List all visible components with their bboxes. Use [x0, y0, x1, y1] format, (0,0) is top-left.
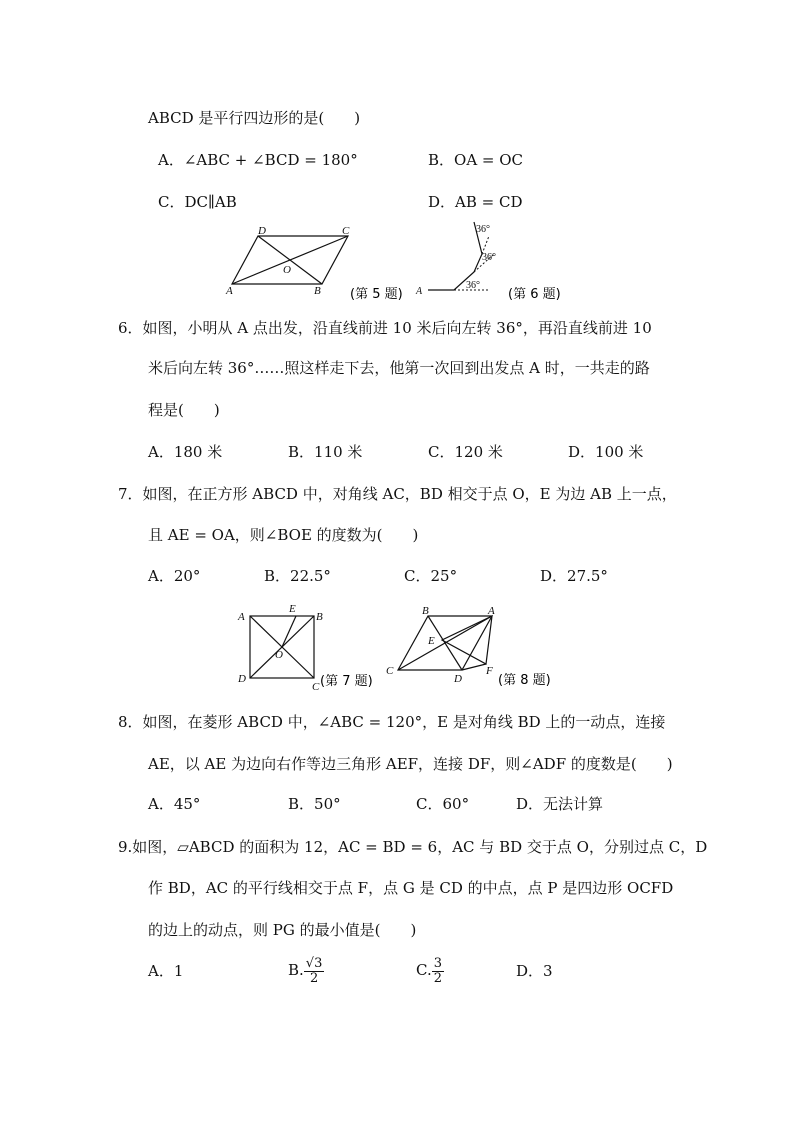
q8-figure [380, 600, 560, 692]
q5-figure [222, 222, 412, 302]
q7-label-o: O [275, 649, 283, 661]
q6-option-d: D．100 米 [568, 443, 644, 461]
q6-line-3: 程是( ) [148, 401, 220, 419]
q9-option-b-prefix: B. [288, 961, 304, 979]
q7-label-d: D [238, 673, 246, 685]
q9-option-c-denominator: 2 [433, 970, 442, 986]
q8-label-c: C [386, 665, 394, 677]
q5-option-b: B．OA = OC [428, 151, 524, 169]
q7-option-c: C．25° [404, 567, 458, 585]
q8-label-d: D [454, 673, 462, 685]
q7-segment-oe [282, 616, 296, 647]
q6-option-c: C．120 米 [428, 443, 503, 461]
q9-option-b [288, 950, 324, 990]
q9-option-c-numerator: 3 [433, 955, 442, 971]
q6-angle-2: 36° [482, 252, 496, 263]
q7-line-2: 且 AE = OA，则∠BOE 的度数为( ) [148, 526, 419, 544]
q5-fig-caption: (第 5 题) [350, 287, 403, 302]
q9-line-3: 的边上的动点，则 PG 的最小值是( ) [148, 921, 417, 939]
q5-label-d: D [258, 225, 266, 237]
q7-label-c: C [312, 681, 320, 692]
q5-label-c: C [342, 225, 350, 237]
q6-line-1: 6．如图，小明从 A 点出发，沿直线前进 10 米后向左转 36°，再沿直线前进 10 [118, 319, 652, 337]
q6-label-a: A [416, 286, 423, 297]
q9-option-c-fraction [432, 957, 444, 986]
q7-line-1: 7．如图，在正方形 ABCD 中，对角线 AC，BD 相交于点 O，E 为边 AB 上一点， [118, 485, 677, 503]
q5-stem: ABCD 是平行四边形的是( ) [148, 109, 361, 127]
q9-option-b-fraction [304, 957, 325, 986]
q8-option-b: B．50° [288, 795, 341, 813]
q9-line-1: 9.如图，▱ABCD 的面积为 12，AC = BD = 6，AC 与 BD 交于点 O，分别过点 C，D [118, 838, 708, 856]
q7-label-e: E [289, 603, 296, 615]
q8-label-a: A [488, 605, 495, 617]
q8-line-1: 8．如图，在菱形 ABCD 中，∠ABC = 120°，E 是对角线 BD 上的一动点，连接 [118, 713, 666, 731]
q9-option-b-numerator: √3 [305, 955, 323, 971]
q7-label-a: A [238, 611, 245, 623]
q8-option-c: C．60° [416, 795, 470, 813]
q8-label-e: E [428, 635, 435, 647]
q5-option-a: A．∠ABC + ∠BCD = 180° [158, 151, 358, 169]
q5-label-b: B [314, 285, 321, 297]
q8-label-b: B [422, 605, 429, 617]
q8-line-2: AE，以 AE 为边向右作等边三角形 AEF，连接 DF，则∠ADF 的度数是( ) [148, 755, 673, 773]
q9-option-c [416, 950, 444, 990]
q7-option-d: D．27.5° [540, 567, 608, 585]
q5-label-o: O [283, 264, 291, 276]
q5-label-a: A [226, 285, 233, 297]
q8-fig-caption: (第 8 题) [498, 673, 551, 688]
q5-option-c: C．DC∥AB [158, 193, 237, 211]
q7-option-b: B．22.5° [264, 567, 331, 585]
q6-angle-1: 36° [466, 280, 480, 291]
q8-diagonal-ac [398, 616, 492, 670]
q6-option-a: A．180 米 [148, 443, 223, 461]
q5-option-d: D．AB = CD [428, 193, 523, 211]
q9-option-b-denominator: 2 [309, 970, 319, 986]
q8-label-f: F [486, 665, 493, 677]
q6-line-2: 米后向左转 36°……照这样走下去，他第一次回到出发点 A 时，一共走的路 [148, 359, 650, 377]
q8-option-a: A．45° [148, 795, 201, 813]
q5-diagonal-bd [258, 236, 322, 284]
q7-option-a: A．20° [148, 567, 201, 585]
q6-figure [412, 220, 582, 302]
q9-line-2: 作 BD，AC 的平行线相交于点 F，点 G 是 CD 的中点，点 P 是四边形 OCFD [148, 879, 674, 897]
q7-fig-caption: (第 7 题) [320, 674, 373, 689]
q8-option-d: D．无法计算 [516, 795, 604, 813]
q6-fig-caption: (第 6 题) [508, 287, 561, 302]
q9-option-c-prefix: C. [416, 961, 432, 979]
q7-label-b: B [316, 611, 323, 623]
q6-option-b: B．110 米 [288, 443, 363, 461]
q8-segment-df [462, 664, 486, 670]
q7-figure [230, 600, 390, 692]
q9-option-d: D．3 [516, 962, 553, 980]
q9-option-a: A．1 [148, 962, 184, 980]
q6-angle-3: 36° [476, 224, 490, 235]
